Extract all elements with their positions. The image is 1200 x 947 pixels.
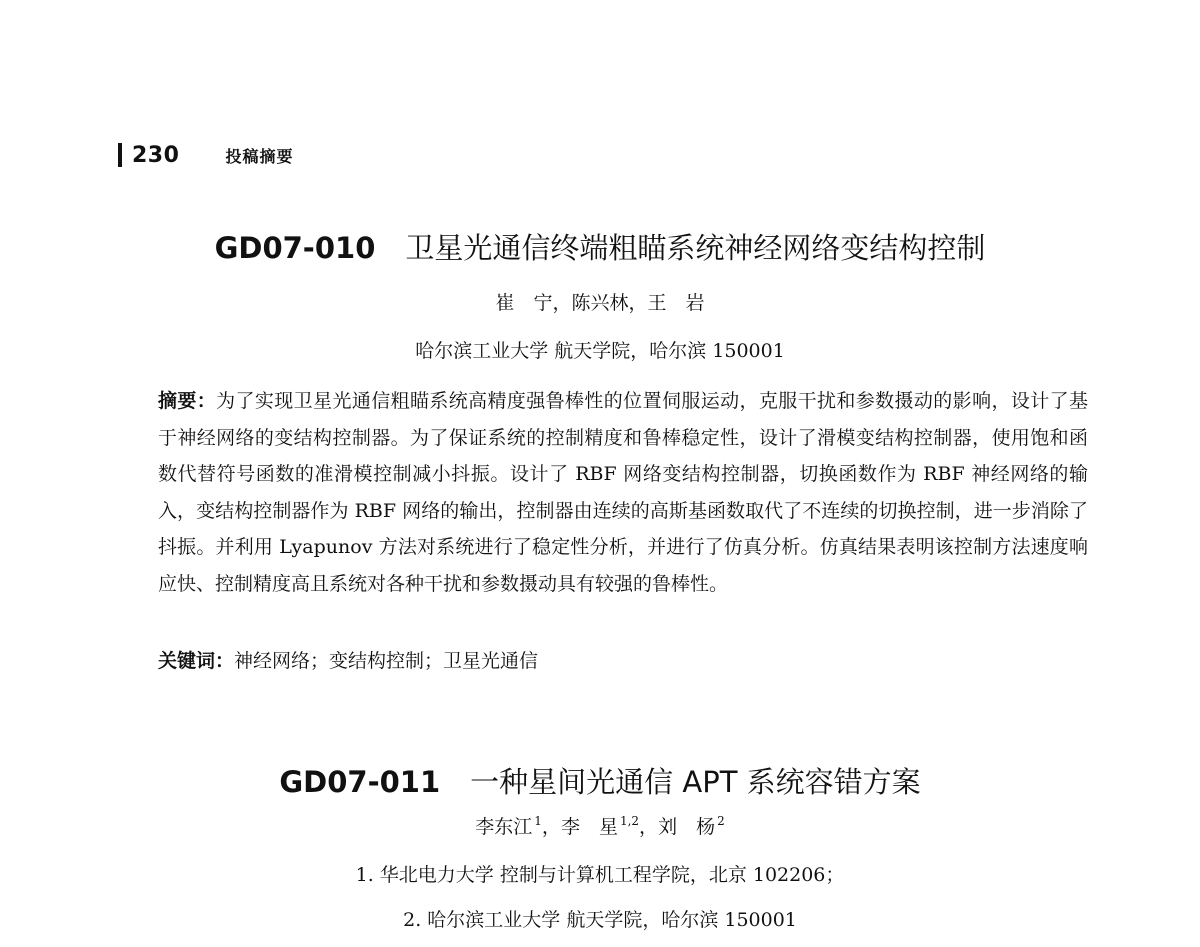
section-title: 投稿摘要 [225, 146, 294, 166]
article-1-title-text: 卫星光通信终端粗瞄系统神经网络变结构控制 [405, 231, 986, 265]
author-name: 李 星 [560, 816, 618, 838]
page-number: 230 [132, 142, 180, 168]
article-1-authors: 崔 宁，陈兴林，王 岩 [495, 292, 705, 314]
article-1-title [0, 226, 1200, 267]
abstract-label: 摘要： [158, 390, 217, 412]
author-name: 李东江 [475, 816, 533, 838]
author-affil-mark: 2 [717, 814, 725, 828]
article-1-keywords [158, 646, 1088, 673]
author-name: 刘 杨 [658, 816, 716, 838]
article-1-affiliation: 哈尔滨工业大学 航天学院，哈尔滨 150001 [415, 340, 785, 362]
article-1-code: GD07-010 [214, 231, 376, 265]
running-head-rule [118, 143, 122, 167]
article-2-title [0, 760, 1200, 801]
author-affil-mark: 1 [534, 814, 542, 828]
article-2-affiliation-1: 1. 华北电力大学 控制与计算机工程学院，北京 102206； [355, 864, 845, 886]
article-2-code: GD07-011 [279, 765, 441, 799]
article-1-abstract [118, 383, 1088, 602]
article-2-authors: 李东江 $^1$，李 星 $^{1,2}$，刘 杨 $^2$ [475, 814, 725, 838]
article-2-affiliation-2: 2. 哈尔滨工业大学 航天学院，哈尔滨 150001 [403, 909, 797, 931]
keywords-text: 神经网络；变结构控制；卫星光通信 [234, 650, 539, 672]
abstract-text: 为了实现卫星光通信粗瞄系统高精度强鲁棒性的位置伺服运动，克服干扰和参数摄动的影响，设计了基于神经网络的变结构控制器。为了保证系统的控制精度和鲁棒稳定性，设计了滑模变结构控制器，使用饱和函数代替符号函数的准滑模控制减小抖振。设计了 RBF 网络变结构控制器，切换函数作为 RBF 神经网络的输入，变结构控制器作为 RBF 网络的输出，控制器由连续的高斯基函数取代了不连续的切换控制，进一步消除了抖振。并利用 Lyapunov 方法对系统进行了稳定性分析，并进行了仿真分析。仿真结果表明该控制方法速度响应快、控制精度高且系统对各种干扰和参数摄动具有较强的鲁棒性。 [158, 390, 1088, 595]
running-head [118, 138, 293, 172]
keywords-label: 关键词： [158, 650, 235, 672]
author-affil-mark: 1,2 [619, 814, 640, 828]
article-2-title-text: 一种星间光通信 APT 系统容错方案 [470, 765, 921, 799]
